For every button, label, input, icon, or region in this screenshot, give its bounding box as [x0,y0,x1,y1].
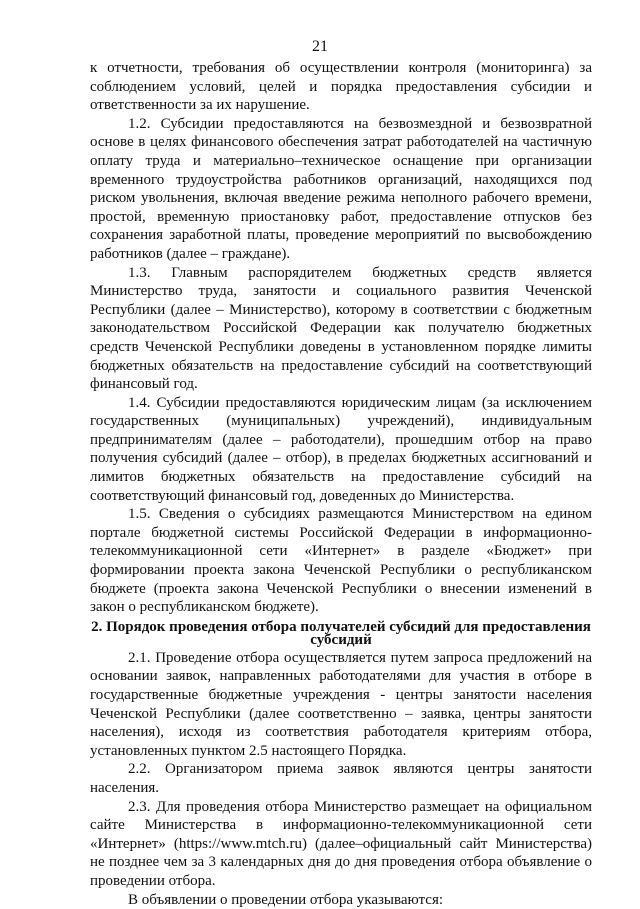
paragraph-2-2: 2.2. Организатором приема заявок являются центры занятости населения. [90,761,592,796]
paragraph-1-5: 1.5. Сведения о субсидиях размещаются Министерством на едином портале бюджетной системы Российской Федерации в информационно-телекоммуникационной сети «Интернет» в разделе «Бюджет» при формировании проекта закона Чеченской Республики о республиканском бюджете (проекта закона Чеченской Республики о внесении изменений в закон о республиканском бюджете). [90,506,592,616]
section-2-heading: 2. Порядок проведения отбора получателей субсидий для предоставления субсидий [91,618,591,648]
paragraph-continuation: к отчетности, требования об осуществлении контроля (мониторинга) за соблюдением условий, целей и порядка предоставления субсидии и ответственности за их нарушение. [90,60,592,114]
paragraph-2-1: 2.1. Проведение отбора осуществляется путем запроса предложений на основании заявок, направленных работодателями для участия в отборе в государственные бюджетные учреждения - центры занятости населения Чеченской Республики (далее соответственно – заявка, центры занятости населения), исходя из соответствия работодателя критериям отбора, установленных пунктом 2.5 настоящего Порядка. [90,649,592,759]
page-number: 21 [312,38,328,55]
paragraph-1-2: 1.2. Субсидии предоставляются на безвозмездной и безвозвратной основе в целях финансового обеспечения затрат работодателей на частичную оплату труда и материально–техническое оснащение при организации временного трудоустройства работников организаций, находящихся под риском увольнения, включая введение режима неполного рабочего времени, простой, временную приостановку работ, предоставление отпусков без сохранения заработной платы, проведение мероприятий по высвобождению работников (далее – граждане). [90,115,592,262]
paragraph-1-3: 1.3. Главным распорядителем бюджетных средств является Министерство труда, занятости и социального развития Чеченской Республики (далее – Министерство), которому в соответствии с бюджетным законодательством Российской Федерации как получателю бюджетных средств Чеченской Республики доведены в установленном порядке лимиты бюджетных обязательств на предоставление субсидий на соответствующий финансовый год. [90,264,592,393]
paragraph-1-4: 1.4. Субсидии предоставляются юридическим лицам (за исключением государственных (муниципальных) учреждений), индивидуальным предпринимателям (далее – работодатели), прошедшим отбор на право получения субсидий (далее – отбор), в пределах бюджетных ассигнований и лимитов бюджетных обязательств на предоставление субсидий на соответствующий финансовый год, доведенных до Министерства. [90,394,592,504]
paragraph-2-3: 2.3. Для проведения отбора Министерство размещает на официальном сайте Министерства в информационно-телекоммуникационной сети «Интернет» (https://www.mtch.ru) (далее–официальный сайт Министерства) не позднее чем за 3 календарных дня до дня проведения отбора объявление о проведении отбора. [90,798,592,889]
paragraph-announcement-intro: В объявлении о проведении отбора указываются: [128,891,444,908]
document-body [90,59,592,909]
